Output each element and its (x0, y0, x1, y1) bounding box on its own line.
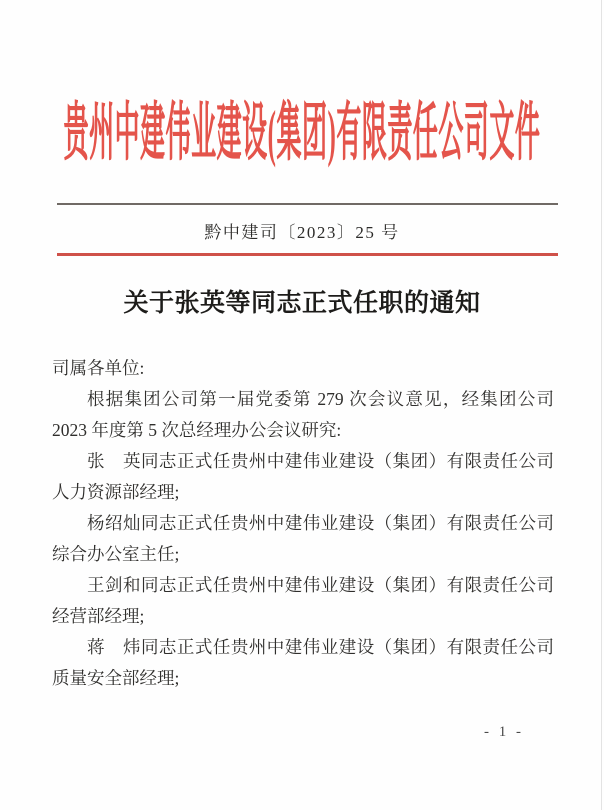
notice-title: 关于张英等同志正式任职的通知 (123, 289, 481, 317)
body-line: 人力资源部经理; (52, 482, 180, 502)
letterhead-red-rule (57, 253, 558, 256)
scan-edge-artifact (601, 0, 602, 810)
body-line: 质量安全部经理; (52, 668, 180, 688)
body-line: 杨绍灿同志正式任贵州中建伟业建设（集团）有限责任公司 (87, 513, 554, 533)
body-line: 经营部经理; (52, 606, 145, 626)
body-line: 根据集团公司第一届党委第 279 次会议意见，经集团公司 (87, 389, 554, 409)
body-line: 蒋 炜同志正式任贵州中建伟业建设（集团）有限责任公司 (87, 637, 554, 657)
letterhead (0, 100, 604, 170)
company-letterhead-title: 贵州中建伟业建设(集团)有限责任公司文件 (63, 100, 541, 170)
document-body (52, 353, 554, 694)
page-number: - 1 - (484, 724, 524, 740)
body-line: 张 英同志正式任贵州中建伟业建设（集团）有限责任公司 (87, 451, 554, 471)
document-reference-number: 黔中建司〔2023〕25 号 (204, 223, 400, 242)
body-line: 司属各单位: (52, 358, 145, 378)
body-line: 2023 年度第 5 次总经理办公会议研究: (52, 420, 342, 440)
body-line: 综合办公室主任; (52, 544, 180, 564)
body-line: 王剑和同志正式任贵州中建伟业建设（集团）有限责任公司 (87, 575, 554, 595)
header-top-rule (57, 203, 558, 205)
